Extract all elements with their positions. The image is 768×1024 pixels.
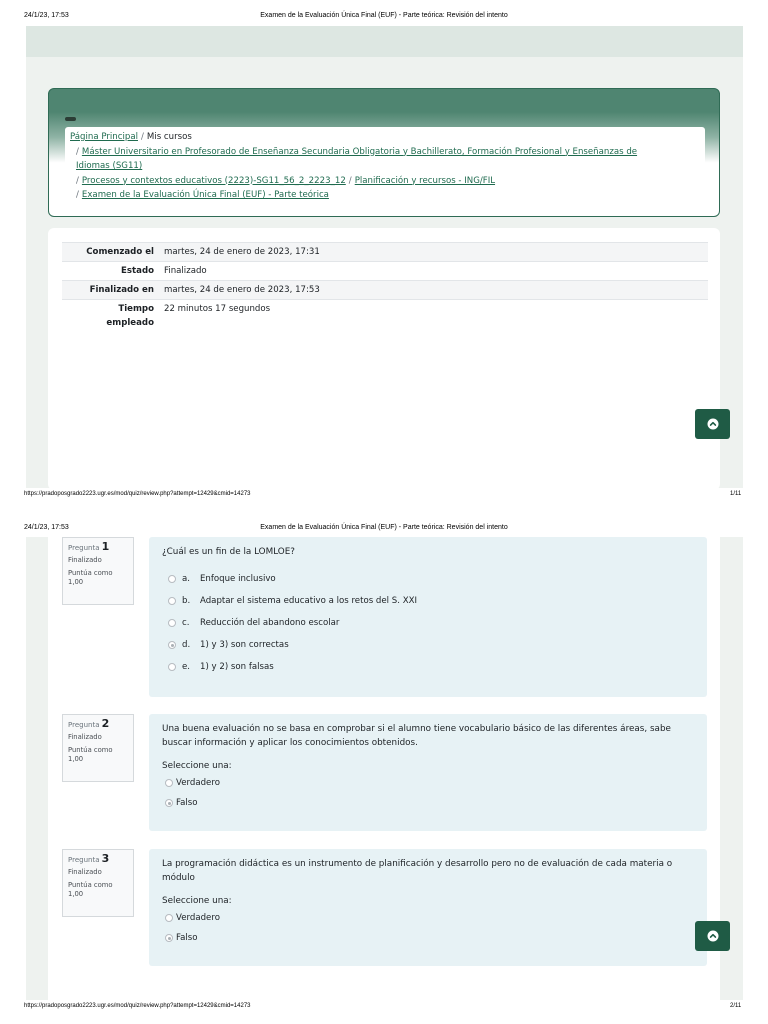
answer-option[interactable] [162, 656, 694, 678]
print-page-number: 2/11 [730, 1003, 742, 1009]
question-number: 3 [101, 852, 110, 865]
summary-label-cont: empleado [106, 318, 154, 328]
question-number: 1 [101, 540, 110, 553]
summary-label: Comenzado el [86, 247, 154, 257]
answer-option-selected[interactable] [162, 634, 694, 656]
option-text: Falso [176, 933, 198, 943]
radio-button[interactable] [165, 779, 173, 787]
print-doc-title: Examen de la Evaluación Única Final (EUF) - Parte teórica: Revisión del intento [260, 12, 508, 19]
print-datetime: 24/1/23, 17:53 [24, 524, 69, 531]
answer-options [162, 568, 694, 678]
breadcrumb [65, 127, 705, 207]
summary-row-started [62, 242, 708, 261]
question-marks-value: 1,00 [68, 890, 84, 898]
print-url: https://pradoposgrado2223.ugr.es/mod/quiz/review.php?attempt=12429&cmid=14273 [24, 1003, 251, 1009]
question-text: Una buena evaluación no se basa en comprobar si el alumno tiene vocabulario básico de las diferentes áreas, sabe [162, 724, 671, 734]
print-datetime: 24/1/23, 17:53 [24, 12, 69, 19]
radio-button[interactable] [168, 575, 176, 583]
summary-label: Estado [121, 266, 154, 276]
breadcrumb-separator: / [348, 175, 352, 186]
question-word: Pregunta [68, 544, 100, 552]
breadcrumb-section-link[interactable]: Planificación y recursos - ING/FIL [354, 175, 496, 186]
breadcrumb-quiz-link[interactable]: Examen de la Evaluación Única Final (EUF) - Parte teórica [81, 190, 329, 200]
answer-option[interactable] [162, 908, 694, 928]
question-text-cont: buscar información y aplicar los conocimientos obtenidos. [162, 738, 418, 748]
option-letter: a. [182, 574, 190, 584]
summary-row-state [62, 261, 708, 280]
summary-row-time [62, 299, 708, 332]
summary-value: Finalizado [164, 266, 207, 276]
option-letter: d. [182, 640, 191, 650]
chevron-up-circle-icon [707, 418, 719, 430]
answer-option[interactable] [162, 568, 694, 590]
question-text-cont: módulo [162, 873, 195, 883]
question-text: La programación didáctica es un instrumento de planificación y desarrollo pero no de evaluación de cada materia o [162, 859, 673, 869]
question-content [149, 849, 707, 966]
question-word: Pregunta [68, 856, 100, 864]
breadcrumb-master-link[interactable]: Máster Universitario en Profesorado de Enseñanza Secundaria Obligatoria y Bachillerato, Formación Profesional y Enseñanzas de [81, 146, 638, 157]
answer-option-selected[interactable] [162, 793, 694, 813]
option-text: Reducción del abandono escolar [200, 618, 340, 628]
answer-option[interactable] [162, 612, 694, 634]
question-marks-value: 1,00 [68, 755, 84, 763]
option-letter: c. [182, 618, 190, 628]
summary-value: 22 minutos 17 segundos [164, 304, 271, 314]
option-text: Enfoque inclusivo [200, 574, 276, 584]
question-number: 2 [101, 717, 110, 730]
question-info [62, 537, 134, 605]
question-content [149, 537, 707, 697]
question-content [149, 714, 707, 831]
top-navbar [26, 26, 743, 57]
question-text: ¿Cuál es un fin de la LOMLOE? [162, 547, 295, 557]
question-marks-value: 1,00 [68, 578, 84, 586]
answer-option-selected[interactable] [162, 928, 694, 948]
print-doc-title: Examen de la Evaluación Única Final (EUF) - Parte teórica: Revisión del intento [260, 524, 508, 531]
breadcrumb-home-link[interactable]: Página Principal [70, 132, 138, 142]
option-letter: b. [182, 596, 191, 606]
breadcrumb-mycourses: Mis cursos [146, 132, 192, 142]
radio-button[interactable] [168, 663, 176, 671]
question-marks-label: Puntúa como [68, 746, 113, 754]
option-letter: e. [182, 662, 191, 672]
answer-option[interactable] [162, 590, 694, 612]
option-text: Verdadero [176, 778, 220, 788]
breadcrumb-separator: / [76, 146, 79, 157]
summary-label: Tiempo [118, 304, 154, 314]
summary-label: Finalizado en [89, 285, 154, 295]
question-state: Finalizado [68, 556, 102, 564]
question-info [62, 849, 134, 917]
breadcrumb-separator: / [76, 175, 79, 186]
summary-row-finished [62, 280, 708, 299]
attempt-summary-table [62, 242, 708, 332]
question-word: Pregunta [68, 721, 100, 729]
option-text: 1) y 2) son falsas [200, 662, 274, 672]
breadcrumb-separator: / [76, 190, 79, 200]
select-one-label: Seleccione una: [162, 761, 232, 771]
summary-value: martes, 24 de enero de 2023, 17:53 [164, 285, 320, 295]
radio-button-selected[interactable] [165, 934, 173, 942]
radio-button[interactable] [168, 597, 176, 605]
back-to-top-button[interactable] [695, 409, 730, 439]
breadcrumb-master-link-cont[interactable]: Idiomas (SG11) [76, 161, 143, 171]
radio-button-selected[interactable] [165, 799, 173, 807]
select-one-label: Seleccione una: [162, 896, 232, 906]
option-text: Falso [176, 798, 198, 808]
breadcrumb-separator: / [140, 132, 144, 142]
question-marks-label: Puntúa como [68, 881, 113, 889]
question-state: Finalizado [68, 868, 102, 876]
option-text: Adaptar el sistema educativo a los retos del S. XXI [200, 596, 418, 606]
question-info [62, 714, 134, 782]
radio-button[interactable] [168, 619, 176, 627]
answer-option[interactable] [162, 773, 694, 793]
radio-button[interactable] [165, 914, 173, 922]
option-text: Verdadero [176, 913, 220, 923]
radio-button-selected[interactable] [168, 641, 176, 649]
drawer-handle-icon[interactable] [65, 117, 76, 121]
print-page-number: 1/11 [730, 491, 742, 497]
breadcrumb-course-link[interactable]: Procesos y contextos educativos (2223)-SG11_56_2_2223_12 [81, 175, 346, 186]
summary-value: martes, 24 de enero de 2023, 17:31 [164, 247, 320, 257]
page-header [48, 88, 720, 217]
question-marks-label: Puntúa como [68, 569, 113, 577]
question-state: Finalizado [68, 733, 102, 741]
back-to-top-button[interactable] [695, 921, 730, 951]
option-text: 1) y 3) son correctas [200, 640, 289, 650]
chevron-up-circle-icon [707, 930, 719, 942]
print-url: https://pradoposgrado2223.ugr.es/mod/quiz/review.php?attempt=12429&cmid=14273 [24, 491, 251, 497]
